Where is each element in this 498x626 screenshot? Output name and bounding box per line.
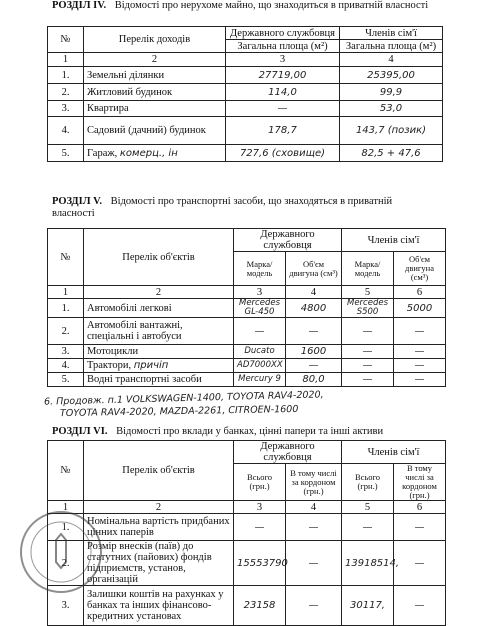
family-brand: — bbox=[342, 318, 394, 345]
section4-title bbox=[52, 0, 452, 12]
row-num: 2. bbox=[48, 541, 84, 586]
table-row bbox=[48, 101, 443, 117]
row-label-handwritten: причіп bbox=[133, 360, 169, 371]
s6-head-family: Членів сім'ї bbox=[342, 441, 446, 464]
official-volume: 4800 bbox=[286, 299, 342, 318]
s4-colnum: 4 bbox=[340, 53, 443, 67]
official-volume: — bbox=[286, 359, 342, 373]
section6-table bbox=[47, 440, 446, 626]
family-total: — bbox=[342, 514, 394, 541]
section5-title-num: РОЗДІЛ V. bbox=[52, 196, 103, 207]
s4-colnum: 3 bbox=[226, 53, 340, 67]
family-total: 30117, bbox=[342, 586, 394, 626]
table-row bbox=[48, 514, 446, 541]
row-num: 1. bbox=[48, 299, 84, 318]
table-row bbox=[48, 145, 443, 162]
official-total: 15553790 bbox=[234, 541, 286, 586]
section5-title bbox=[52, 196, 437, 220]
family-abroad: — bbox=[394, 586, 446, 626]
row-num: 2. bbox=[48, 318, 84, 345]
s6-colnum: 4 bbox=[286, 501, 342, 514]
section4-title-num: РОЗДІЛ IV. bbox=[52, 0, 107, 11]
table-row bbox=[48, 373, 446, 387]
row-label: Номінальна вартість придбаних цінних паперів bbox=[84, 514, 234, 541]
row-label: Розмір внесків (паїв) до статутних (пайових) фондів підприємств, установ, організацій bbox=[84, 541, 234, 586]
section4-title-text: Відомості про нерухоме майно, що знаходиться в приватній власності bbox=[114, 0, 429, 11]
table-row bbox=[48, 586, 446, 626]
official-value: 727,6 (сховище) bbox=[226, 145, 340, 162]
section6-title-num: РОЗДІЛ VI. bbox=[52, 426, 108, 437]
row-label: Садовий (дачний) будинок bbox=[84, 117, 226, 145]
family-volume: — bbox=[394, 359, 446, 373]
row-num: 3. bbox=[48, 586, 84, 626]
row-label-handwritten: комерц., ін bbox=[119, 147, 178, 159]
row-label-print: Гараж, bbox=[87, 147, 118, 159]
handwritten-note-line1: 6. Продовж. п.1 VOLKSWAGEN-1400, TOYOTA RAV4-2020, bbox=[43, 389, 324, 408]
s6-head-total-official: Всього (грн.) bbox=[234, 464, 286, 501]
official-volume: 80,0 bbox=[286, 373, 342, 387]
family-brand: — bbox=[342, 345, 394, 359]
s5-colnum: 1 bbox=[48, 286, 84, 299]
s4-colnum: 2 bbox=[84, 53, 226, 67]
family-abroad: — bbox=[394, 541, 446, 586]
handwritten-note-line2: TOYOTA RAV4-2020, MAZDA-2261, CITROEN-1600 bbox=[59, 403, 299, 420]
s4-head-area-official: Загальна площа (м²) bbox=[226, 40, 340, 53]
official-brand: AD7000XX bbox=[234, 359, 286, 373]
row-num: 3. bbox=[48, 345, 84, 359]
s5-head-num: № bbox=[48, 229, 84, 286]
row-num: 2. bbox=[48, 84, 84, 101]
family-abroad: — bbox=[394, 514, 446, 541]
row-num: 4. bbox=[48, 359, 84, 373]
official-abroad: — bbox=[286, 586, 342, 626]
section4-table bbox=[47, 26, 443, 162]
row-num: 5. bbox=[48, 373, 84, 387]
s6-head-total-family: Всього (грн.) bbox=[342, 464, 394, 501]
s5-head-brand-official: Марка/ модель bbox=[234, 252, 286, 286]
table-row bbox=[48, 318, 446, 345]
row-label: Земельні ділянки bbox=[84, 67, 226, 84]
s4-colnum: 1 bbox=[48, 53, 84, 67]
official-value: 27719,00 bbox=[226, 67, 340, 84]
row-label: Квартира bbox=[84, 101, 226, 117]
row-label: Мотоцикли bbox=[84, 345, 234, 359]
official-brand: Mercedes GL-450 bbox=[234, 299, 286, 318]
family-volume: — bbox=[394, 318, 446, 345]
s4-head-official: Державного службовця bbox=[226, 27, 340, 40]
row-label bbox=[84, 359, 234, 373]
row-label-print: Трактори, bbox=[87, 360, 132, 371]
s4-head-num: № bbox=[48, 27, 84, 53]
family-value: 25395,00 bbox=[340, 67, 443, 84]
s6-colnum: 3 bbox=[234, 501, 286, 514]
s6-head-type: Перелік об'єктів bbox=[84, 441, 234, 501]
s5-head-volume-family: Об'єм двигуна (см³) bbox=[394, 252, 446, 286]
s4-head-type: Перелік доходів bbox=[84, 27, 226, 53]
row-num: 5. bbox=[48, 145, 84, 162]
row-num: 4. bbox=[48, 117, 84, 145]
family-volume: — bbox=[394, 345, 446, 359]
row-num: 1. bbox=[48, 514, 84, 541]
family-volume: — bbox=[394, 373, 446, 387]
s5-colnum: 4 bbox=[286, 286, 342, 299]
section6-title bbox=[52, 426, 452, 438]
section5-title-text: Відомості про транспортні засоби, що знаходяться в приватній власності bbox=[52, 196, 393, 219]
row-label bbox=[84, 145, 226, 162]
section5-table bbox=[47, 228, 446, 387]
table-row bbox=[48, 67, 443, 84]
s5-head-volume-official: Об'єм двигуна (см³) bbox=[286, 252, 342, 286]
s5-colnum: 2 bbox=[84, 286, 234, 299]
table-row bbox=[48, 359, 446, 373]
family-value: 82,5 + 47,6 bbox=[340, 145, 443, 162]
table-row bbox=[48, 345, 446, 359]
official-abroad: — bbox=[286, 514, 342, 541]
family-volume: 5000 bbox=[394, 299, 446, 318]
official-total: — bbox=[234, 514, 286, 541]
s4-head-area-family: Загальна площа (м²) bbox=[340, 40, 443, 53]
section6-title-text: Відомості про вклади у банках, цінні папери та інші активи bbox=[116, 426, 384, 437]
official-brand: — bbox=[234, 318, 286, 345]
table-row bbox=[48, 299, 446, 318]
s5-colnum: 6 bbox=[394, 286, 446, 299]
table-row bbox=[48, 84, 443, 101]
s6-head-abroad-family: В тому числі за кордоном (грн.) bbox=[394, 464, 446, 501]
row-label: Водні транспортні засоби bbox=[84, 373, 234, 387]
s4-head-family: Членів сім'ї bbox=[340, 27, 443, 40]
table-row bbox=[48, 117, 443, 145]
s6-head-abroad-official: В тому числі за кордоном (грн.) bbox=[286, 464, 342, 501]
s6-colnum: 6 bbox=[394, 501, 446, 514]
official-volume: 1600 bbox=[286, 345, 342, 359]
s6-head-official: Державного службовця bbox=[234, 441, 342, 464]
family-brand: Mercedes S500 bbox=[342, 299, 394, 318]
family-value: 143,7 (позик) bbox=[340, 117, 443, 145]
official-abroad: — bbox=[286, 541, 342, 586]
row-num: 3. bbox=[48, 101, 84, 117]
s5-head-type: Перелік об'єктів bbox=[84, 229, 234, 286]
official-brand: Ducato bbox=[234, 345, 286, 359]
family-brand: — bbox=[342, 373, 394, 387]
s6-colnum: 1 bbox=[48, 501, 84, 514]
s5-head-family: Членів сім'ї bbox=[342, 229, 446, 252]
official-value: 114,0 bbox=[226, 84, 340, 101]
official-brand: Mercury 9 bbox=[234, 373, 286, 387]
row-label: Автомобілі легкові bbox=[84, 299, 234, 318]
s5-head-official: Державного службовця bbox=[234, 229, 342, 252]
family-value: 53,0 bbox=[340, 101, 443, 117]
official-total: 23158 bbox=[234, 586, 286, 626]
s5-colnum: 3 bbox=[234, 286, 286, 299]
s6-head-num: № bbox=[48, 441, 84, 501]
row-num: 1. bbox=[48, 67, 84, 84]
s6-colnum: 2 bbox=[84, 501, 234, 514]
s5-colnum: 5 bbox=[342, 286, 394, 299]
family-total: 13918514, bbox=[342, 541, 394, 586]
s6-colnum: 5 bbox=[342, 501, 394, 514]
row-label: Автомобілі вантажні, спеціальні і автобуси bbox=[84, 318, 234, 345]
official-stamp bbox=[16, 500, 106, 600]
row-label: Житловий будинок bbox=[84, 84, 226, 101]
family-value: 99,9 bbox=[340, 84, 443, 101]
family-brand: — bbox=[342, 359, 394, 373]
official-value: 178,7 bbox=[226, 117, 340, 145]
table-row bbox=[48, 541, 446, 586]
official-value: — bbox=[226, 101, 340, 117]
official-volume: — bbox=[286, 318, 342, 345]
row-label: Залишки коштів на рахунках у банках та інших фінансово-кредитних установах bbox=[84, 586, 234, 626]
s5-head-brand-family: Марка/ модель bbox=[342, 252, 394, 286]
